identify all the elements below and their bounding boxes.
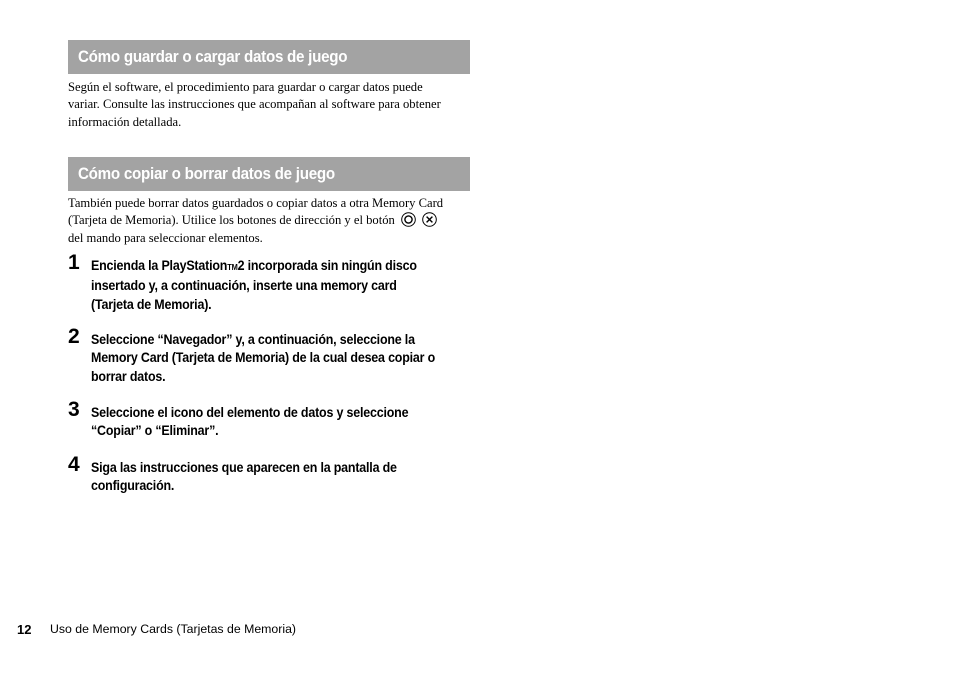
body-line: del mando para seleccionar elementos. [68,230,263,245]
step-line-part: 2 incorporada sin ningún disco [237,258,417,273]
step-number: 1 [68,251,80,274]
step-text [91,331,435,386]
body-line: información detallada. [68,114,182,129]
step-line-part: Encienda la PlayStation [91,258,228,273]
page-number: 12 [17,622,32,637]
step-text [91,257,417,314]
body-line: También puede borrar datos guardados o copiar datos a otra Memory Card [68,196,444,210]
section-title: Cómo guardar o cargar datos de juego [78,47,348,66]
step-line: borrar datos. [91,368,166,384]
step-line: (Tarjeta de Memoria). [91,296,212,312]
trademark-mark: TM [227,263,238,272]
step-line: configuración. [91,478,175,494]
section-title: Cómo copiar o borrar datos de juego [78,164,335,183]
step-line: insertado y, a continuación, inserte una memory card [91,278,397,294]
body-line: Según el software, el procedimiento para guardar o cargar datos puede [68,80,423,94]
body-line-with-icons [68,212,472,229]
step-number: 2 [68,325,80,348]
section-body-save-load [68,79,472,131]
cross-button-icon [422,212,437,227]
section-header-copy-delete [68,157,470,191]
step-number: 4 [68,453,80,476]
section-body-copy-delete [68,195,472,247]
step-line: “Copiar” o “Eliminar”. [91,423,219,439]
step-line: Seleccione “Navegador” y, a continuación, seleccione la [91,332,415,347]
step-line: Siga las instrucciones que aparecen en la pantalla de [91,460,397,475]
step-line: Seleccione el icono del elemento de datos y seleccione [91,405,409,420]
chapter-title: Uso de Memory Cards (Tarjetas de Memoria) [50,622,297,636]
step-line [91,257,417,277]
body-line: variar. Consulte las instrucciones que acompañan al software para obtener [68,97,441,112]
body-line-text: (Tarjeta de Memoria). Utilice los botones de dirección y el botón [68,213,395,228]
section-header-save-load [68,40,470,74]
step-text [91,404,408,441]
step-text [91,459,397,496]
circle-button-icon [401,212,416,227]
step-line: Memory Card (Tarjeta de Memoria) de la cual desea copiar o [91,350,436,366]
step-number: 3 [68,398,80,421]
